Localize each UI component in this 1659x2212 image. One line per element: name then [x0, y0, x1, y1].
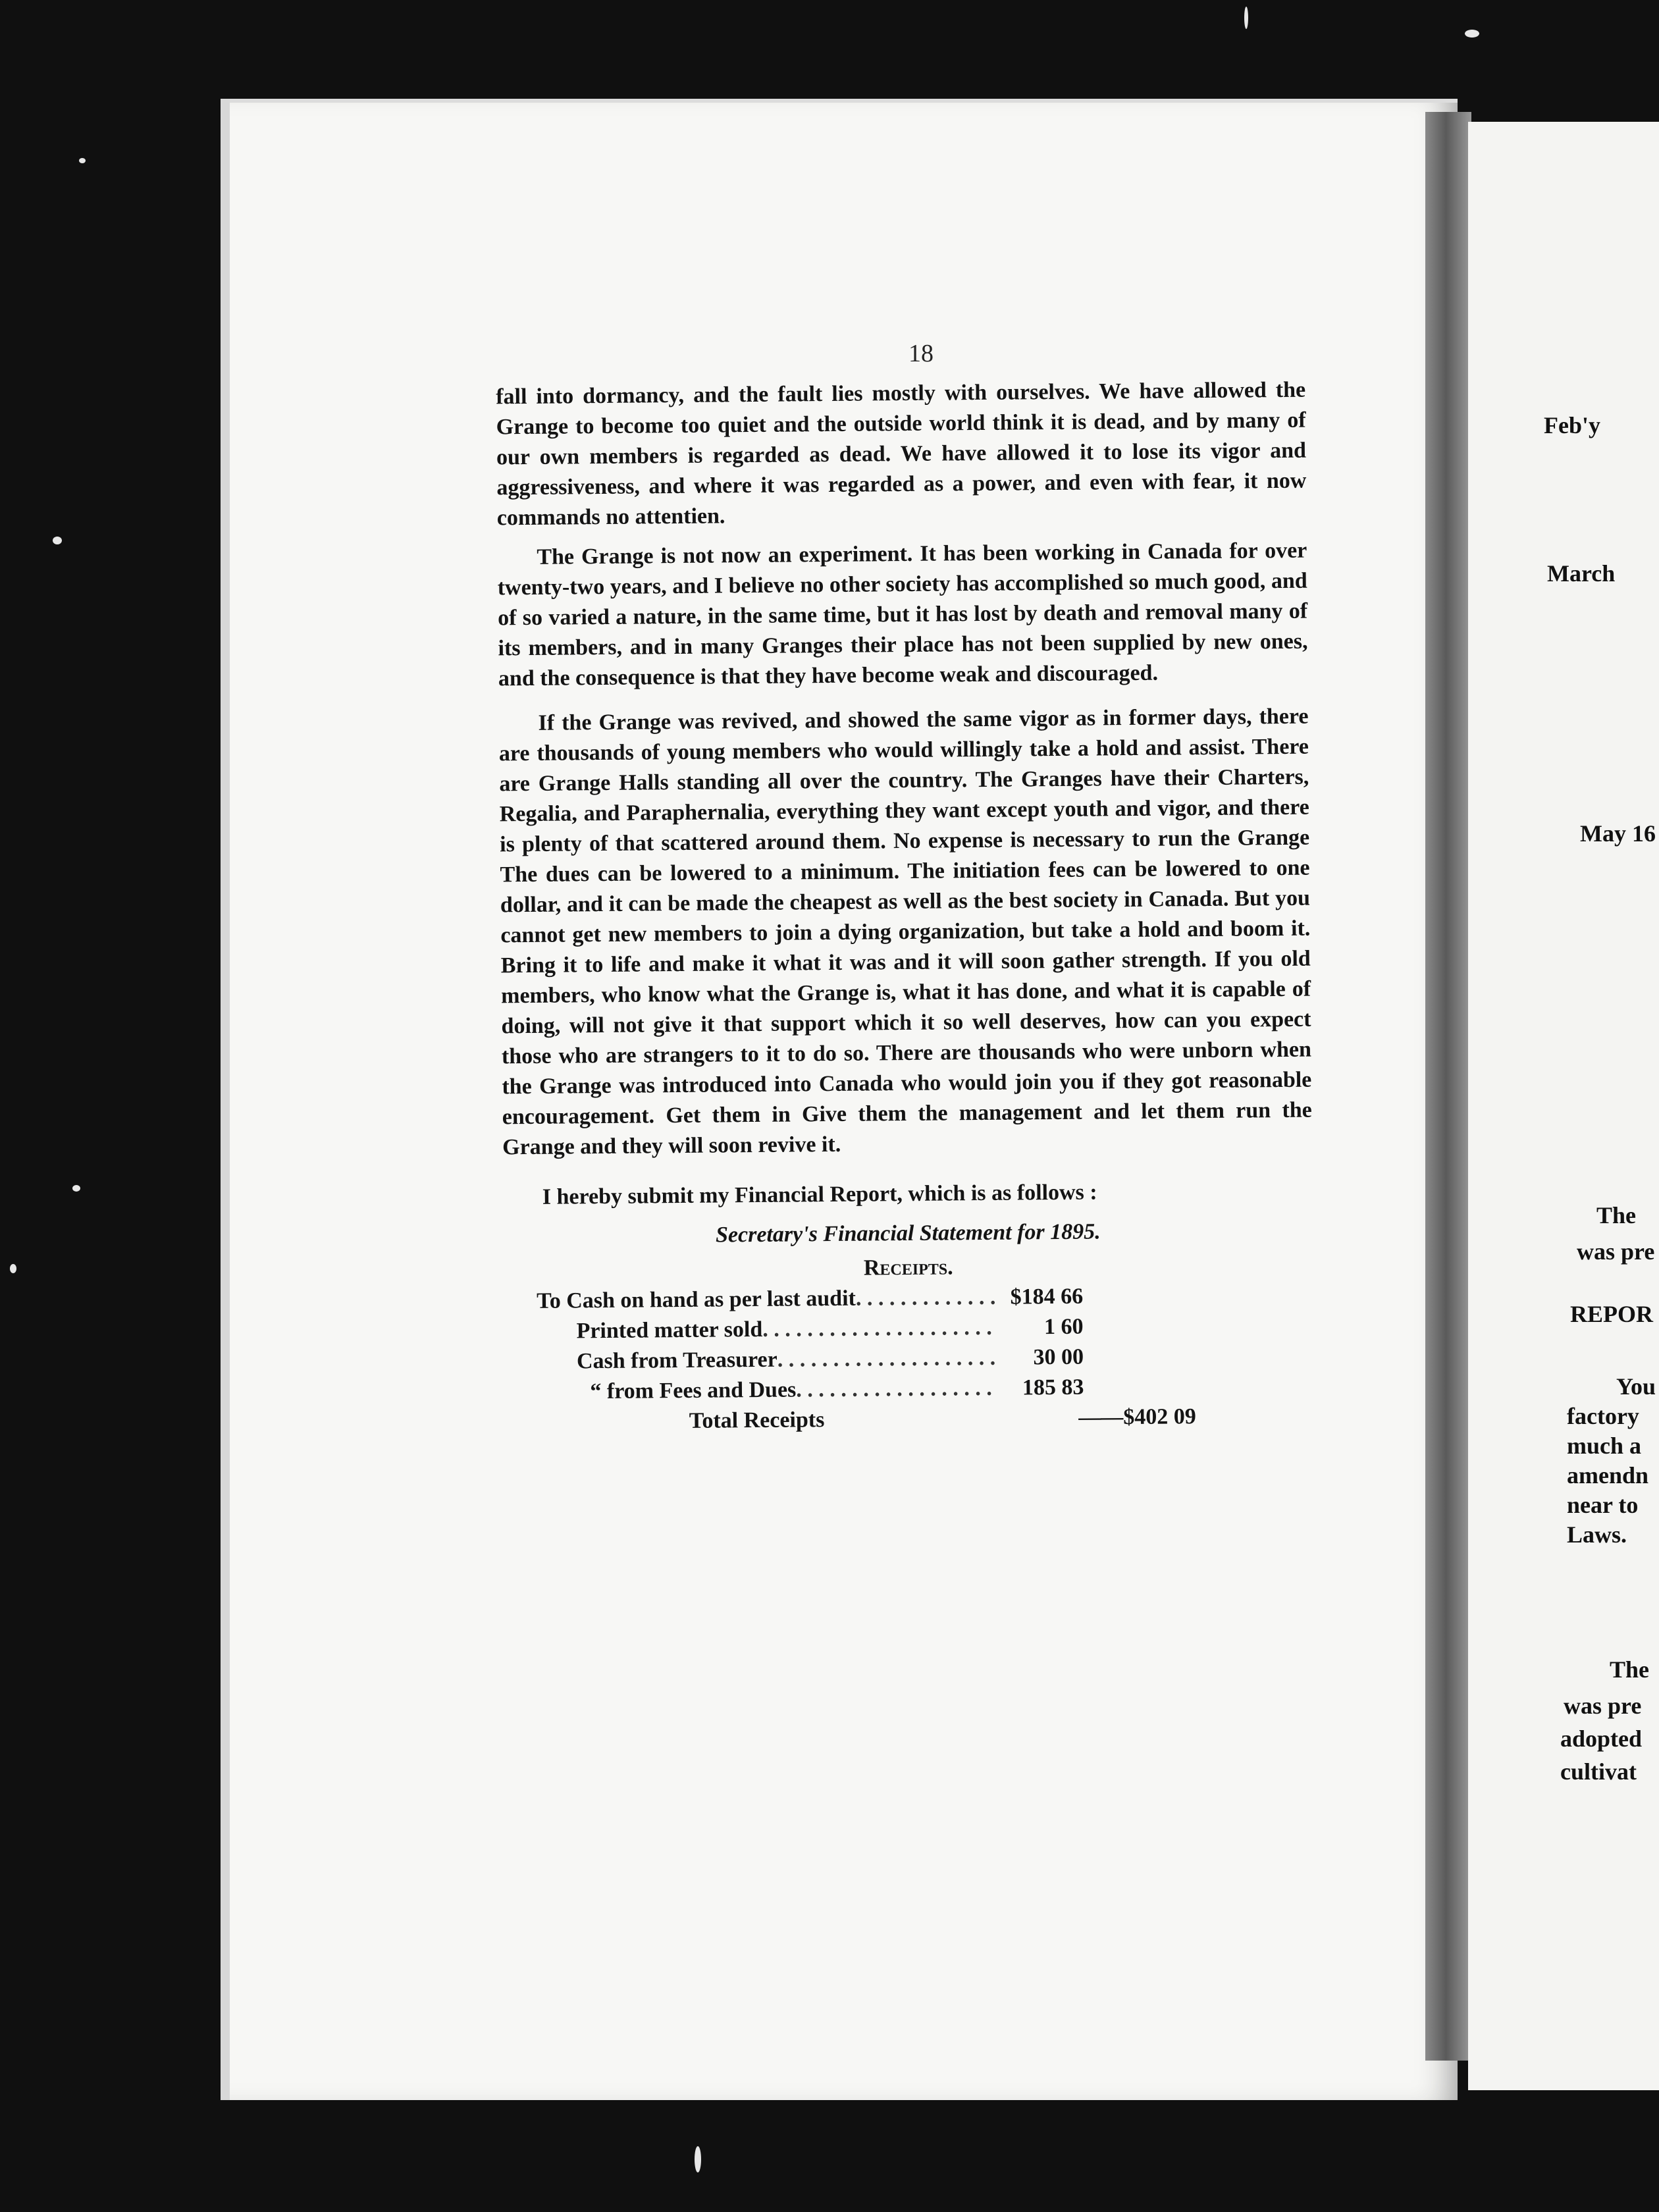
leader-dots [777, 1343, 999, 1375]
scan-speck [695, 2146, 701, 2172]
facing-page-line: Feb'y [1544, 412, 1600, 438]
facing-page-line: was pre [1577, 1238, 1655, 1265]
scan-speck [79, 158, 86, 163]
page-body [496, 375, 1315, 1438]
receipt-label: Printed matter sold [576, 1317, 763, 1344]
total-row [538, 1402, 1196, 1438]
receipt-amount: $184 66 [1010, 1284, 1084, 1309]
book-gutter [1425, 112, 1471, 2061]
scan-speck [10, 1264, 16, 1273]
page-number: 18 [908, 340, 934, 367]
leader-dots [856, 1282, 998, 1314]
facing-page-line: REPOR [1570, 1301, 1653, 1327]
receipt-amount: 30 00 [1033, 1344, 1084, 1370]
facing-page-line: You [1616, 1373, 1656, 1400]
total-label: Total Receipts [689, 1408, 825, 1433]
receipt-label: To Cash on hand as per last audit [537, 1286, 856, 1313]
facing-page-line: factory [1567, 1403, 1639, 1429]
receipts-heading: Receipts. [863, 1255, 953, 1280]
facing-page-line: cultivat [1560, 1758, 1637, 1785]
leader-dots [762, 1313, 998, 1345]
facing-page-line: The [1610, 1656, 1650, 1683]
facing-page [1468, 122, 1659, 2090]
facing-page-line: near to [1567, 1492, 1639, 1518]
facing-page-line: The [1596, 1202, 1637, 1228]
report-intro: I hereby submit my Financial Report, which is as follows : [542, 1180, 1097, 1209]
scan-speck [1465, 30, 1479, 38]
facing-page-line: May 16 [1580, 820, 1656, 847]
facing-page-line: amendn [1567, 1462, 1649, 1488]
facing-page-line: Laws. [1567, 1521, 1627, 1548]
facing-page-line: adopted [1560, 1725, 1643, 1752]
receipt-amount: 1 60 [1043, 1314, 1084, 1340]
scan-speck [53, 537, 62, 544]
receipts-table [537, 1280, 1196, 1438]
facing-page-line: March [1547, 560, 1616, 587]
paragraph: fall into dormancy, and the fault lies mostly with ourselves. We have allowed the Grange to become too quiet and the outside world think it is dead, and by many of our own members is regarded as dead. We have allowed it to lose its vigor and aggressiveness, and where it was regarded as a power, and even with fear, it now commands no attentien. [496, 377, 1307, 531]
scan-speck [72, 1185, 80, 1192]
total-amount: ——$402 09 [1078, 1404, 1196, 1430]
receipt-label: “ from Fees and Dues [590, 1377, 797, 1404]
facing-page-line: much a [1567, 1433, 1642, 1459]
leader-dots [796, 1373, 998, 1406]
receipt-amount: 185 83 [1022, 1375, 1084, 1400]
receipt-label: Cash from Treasurer [576, 1347, 777, 1374]
paragraph: If the Grange was revived, and showed the same vigor as in former days, there are thousands of young members who would willingly take a hold and assist. There are Grange Halls standing all over the country. The Granges have their Charters, Regalia, and Paraphernalia, everything they want except youth and vigor, and there is plenty of that scattered around them. No expense is necessary to run the Grange The dues can be lowered to a minimum. The initiation fees can be lowered to one dollar, and it can be made the cheapest as well as the best society in Canada. But you cannot get new members to join a dying organization, but take a hold and boom it. Bring it to life and make it what it was and it will soon gather strength. If you old members, who know what the Grange is, what it has done, and what it is capable of doing, will not give it that support which it so well deserves, how can you expect those who are strangers to it to do so. There are thousands who were unborn when the Grange was introduced into Canada who would join you if they got reasonable encouragement. Get them in Give them the management and let them run the Grange and they will soon revive it. [498, 704, 1312, 1160]
page-top-edge [230, 99, 1458, 103]
facing-page-line: was pre [1564, 1693, 1642, 1719]
paragraph: The Grange is not now an experiment. It has been working in Canada for over twenty-two years, and I believe no other society has accomplished so much good, and of so varied a nature, in the same time, but it has lost by death and removal many of its members, and in many Granges their place has not been supplied by new ones, and the consequence is that they have become weak and discouraged. [497, 538, 1308, 691]
statement-title: Secretary's Financial Statement for 1895. [715, 1219, 1101, 1248]
scan-speck [1244, 7, 1248, 29]
